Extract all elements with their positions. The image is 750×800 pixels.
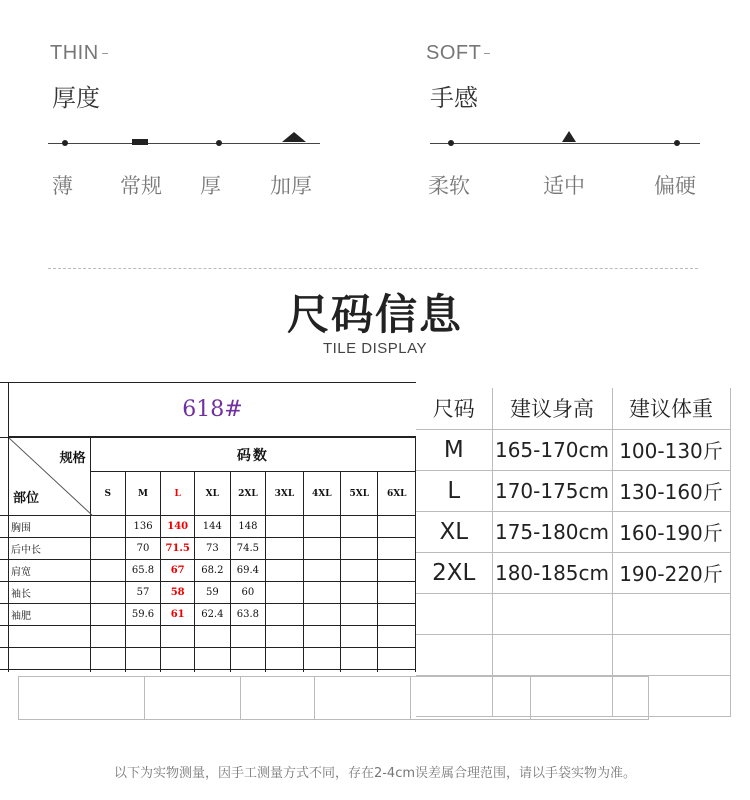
weight-cell bbox=[612, 593, 730, 634]
measurement-cell bbox=[161, 648, 195, 670]
thickness-level-3: 厚 bbox=[200, 174, 221, 198]
measurement-row bbox=[9, 538, 416, 560]
measurement-cell bbox=[90, 538, 125, 560]
measurement-cell bbox=[303, 648, 340, 670]
size-row bbox=[416, 470, 730, 511]
measurement-cell bbox=[90, 648, 125, 670]
measurement-cell bbox=[378, 516, 416, 538]
thickness-level-2: 常规 bbox=[120, 174, 162, 198]
weight-cell: 130-160斤 bbox=[612, 470, 730, 511]
measurement-cell bbox=[266, 560, 303, 582]
blank-cell bbox=[145, 677, 241, 720]
measurement-row bbox=[9, 626, 416, 648]
part-label bbox=[9, 626, 91, 648]
measurement-cell bbox=[266, 582, 303, 604]
size-row bbox=[416, 511, 730, 552]
size-header-cell: XL bbox=[195, 472, 231, 516]
thickness-level-1: 薄 bbox=[52, 174, 73, 198]
measurement-cell bbox=[230, 648, 266, 670]
measurement-row bbox=[9, 560, 416, 582]
softness-selected-marker bbox=[562, 131, 576, 142]
measurement-cell bbox=[378, 626, 416, 648]
corner-header bbox=[9, 438, 91, 516]
measurement-row bbox=[9, 604, 416, 626]
header-weight: 建议体重 bbox=[612, 388, 730, 429]
measurement-cell: 60 bbox=[230, 582, 266, 604]
measurement-cell: 69.4 bbox=[230, 560, 266, 582]
blank-table-row bbox=[18, 676, 649, 720]
measurement-cell: 71.5 bbox=[161, 538, 195, 560]
measurement-cell bbox=[266, 604, 303, 626]
measurement-cell bbox=[303, 670, 340, 673]
size-cell: L bbox=[416, 470, 492, 511]
measurement-cell bbox=[125, 626, 161, 648]
size-header-cell: 2XL bbox=[230, 472, 266, 516]
size-header-cell: 3XL bbox=[266, 472, 303, 516]
measurement-table bbox=[0, 382, 416, 672]
measurement-cell bbox=[161, 626, 195, 648]
size-cell: XL bbox=[416, 511, 492, 552]
measurement-cell bbox=[303, 604, 340, 626]
measurement-cell: 68.2 bbox=[195, 560, 231, 582]
measurement-cell: 136 bbox=[125, 516, 161, 538]
measurement-cell bbox=[341, 560, 378, 582]
softness-marker-3 bbox=[674, 140, 680, 146]
height-cell: 165-170cm bbox=[492, 429, 612, 470]
measurement-cell bbox=[341, 648, 378, 670]
corner-part-label: 部位 bbox=[13, 491, 40, 506]
softness-level-2: 适中 bbox=[543, 174, 585, 198]
softness-level-1: 柔软 bbox=[428, 174, 470, 198]
measurement-cell: 58 bbox=[161, 582, 195, 604]
height-cell: 170-175cm bbox=[492, 470, 612, 511]
thickness-selected-marker bbox=[282, 132, 306, 142]
measurement-row bbox=[9, 582, 416, 604]
size-header-cell: L bbox=[161, 472, 195, 516]
measurement-cell bbox=[90, 516, 125, 538]
measurement-cell: 144 bbox=[195, 516, 231, 538]
measurement-note: 以下为实物测量，因手工测量方式不同，存在2-4cm误差属合理范围，请以手袋实物为准。 bbox=[113, 766, 637, 781]
size-cell bbox=[416, 593, 492, 634]
measurement-cell bbox=[303, 538, 340, 560]
header-height: 建议身高 bbox=[492, 388, 612, 429]
blank-cell bbox=[531, 677, 649, 720]
softness-level-3: 偏硬 bbox=[654, 174, 696, 198]
softness-marker-1 bbox=[448, 140, 454, 146]
measurement-cell: 63.8 bbox=[230, 604, 266, 626]
thickness-marker-2 bbox=[132, 139, 148, 145]
measurement-cell bbox=[266, 538, 303, 560]
measurement-cell: 148 bbox=[230, 516, 266, 538]
part-label bbox=[9, 670, 91, 673]
row-edge-marks bbox=[0, 383, 8, 672]
measurement-cell: 74.5 bbox=[230, 538, 266, 560]
measurement-cell bbox=[378, 670, 416, 673]
measurement-row bbox=[9, 516, 416, 538]
size-header-cell: M bbox=[125, 472, 161, 516]
measurement-cell bbox=[90, 626, 125, 648]
blank-cell bbox=[241, 677, 315, 720]
size-cell bbox=[416, 634, 492, 675]
height-cell: 175-180cm bbox=[492, 511, 612, 552]
part-label: 袖长 bbox=[9, 582, 91, 604]
size-header-cell: 4XL bbox=[303, 472, 340, 516]
thickness-scale-line bbox=[48, 143, 320, 144]
measurement-cell: 73 bbox=[195, 538, 231, 560]
weight-cell: 160-190斤 bbox=[612, 511, 730, 552]
size-cell: 2XL bbox=[416, 552, 492, 593]
size-row bbox=[416, 634, 730, 675]
thickness-marker-3 bbox=[216, 140, 222, 146]
measurement-cell bbox=[341, 604, 378, 626]
height-cell: 180-185cm bbox=[492, 552, 612, 593]
model-number: 618# bbox=[8, 383, 416, 437]
softness-scale-line bbox=[430, 143, 700, 144]
part-label: 袖肥 bbox=[9, 604, 91, 626]
blank-cell bbox=[411, 677, 531, 720]
measurement-cell bbox=[303, 516, 340, 538]
measurement-cell bbox=[266, 626, 303, 648]
blank-cell bbox=[19, 677, 145, 720]
measurement-row bbox=[9, 670, 416, 673]
measurement-cell bbox=[90, 582, 125, 604]
weight-cell: 100-130斤 bbox=[612, 429, 730, 470]
size-table-header bbox=[416, 388, 730, 429]
blank-cell bbox=[315, 677, 411, 720]
thickness-level-4: 加厚 bbox=[270, 174, 312, 198]
measurement-cell: 140 bbox=[161, 516, 195, 538]
measurement-cell bbox=[195, 670, 231, 673]
part-label bbox=[9, 648, 91, 670]
measurement-cell bbox=[341, 582, 378, 604]
measurement-cell bbox=[195, 626, 231, 648]
measurement-cell bbox=[341, 538, 378, 560]
size-row bbox=[416, 593, 730, 634]
measurement-cell: 70 bbox=[125, 538, 161, 560]
thickness-marker-1 bbox=[62, 140, 68, 146]
measurement-cell bbox=[90, 670, 125, 673]
measurement-cell: 62.4 bbox=[195, 604, 231, 626]
measurement-cell: 59.6 bbox=[125, 604, 161, 626]
part-label: 胸围 bbox=[9, 516, 91, 538]
measurement-cell bbox=[90, 560, 125, 582]
section-title: 尺码信息 bbox=[286, 290, 463, 339]
measurement-cell bbox=[378, 538, 416, 560]
height-cell bbox=[492, 634, 612, 675]
measurement-cell bbox=[230, 626, 266, 648]
size-recommendation-table bbox=[416, 388, 731, 717]
weight-cell: 190-220斤 bbox=[612, 552, 730, 593]
measurement-cell bbox=[378, 582, 416, 604]
measurement-cell bbox=[230, 670, 266, 673]
measurement-cell bbox=[378, 648, 416, 670]
section-subtitle: TILE DISPLAY bbox=[322, 340, 428, 357]
weight-cell bbox=[612, 634, 730, 675]
size-code-header: 码数 bbox=[90, 438, 415, 472]
measurement-cell bbox=[195, 648, 231, 670]
measurement-cell bbox=[266, 648, 303, 670]
measurement-cell bbox=[341, 626, 378, 648]
size-header-cell: 5XL bbox=[341, 472, 378, 516]
measurement-cell: 57 bbox=[125, 582, 161, 604]
measurement-cell bbox=[266, 670, 303, 673]
measurement-cell bbox=[378, 560, 416, 582]
measurement-cell: 67 bbox=[161, 560, 195, 582]
part-label: 肩宽 bbox=[9, 560, 91, 582]
measurement-cell bbox=[125, 648, 161, 670]
size-row bbox=[416, 552, 730, 593]
measurement-cell: 65.8 bbox=[125, 560, 161, 582]
measurement-cell bbox=[378, 604, 416, 626]
thickness-en-label: THIN bbox=[50, 42, 108, 65]
size-row bbox=[416, 429, 730, 470]
size-header-cell: 6XL bbox=[378, 472, 416, 516]
height-cell bbox=[492, 593, 612, 634]
softness-cn-label: 手感 bbox=[430, 84, 478, 112]
size-header-cell: S bbox=[90, 472, 125, 516]
size-cell: M bbox=[416, 429, 492, 470]
corner-spec-label: 规格 bbox=[59, 451, 86, 466]
measurement-grid bbox=[8, 437, 416, 672]
measurement-cell bbox=[303, 560, 340, 582]
part-label: 后中长 bbox=[9, 538, 91, 560]
measurement-cell bbox=[266, 516, 303, 538]
measurement-cell bbox=[303, 626, 340, 648]
measurement-cell bbox=[341, 516, 378, 538]
dashed-divider bbox=[48, 268, 698, 269]
measurement-cell bbox=[90, 604, 125, 626]
measurement-cell bbox=[161, 670, 195, 673]
thickness-cn-label: 厚度 bbox=[52, 84, 100, 112]
header-size: 尺码 bbox=[416, 388, 492, 429]
measurement-row bbox=[9, 648, 416, 670]
softness-en-label: SOFT bbox=[426, 42, 490, 65]
measurement-cell bbox=[125, 670, 161, 673]
measurement-cell bbox=[303, 582, 340, 604]
measurement-cell: 61 bbox=[161, 604, 195, 626]
measurement-cell bbox=[341, 670, 378, 673]
measurement-cell: 59 bbox=[195, 582, 231, 604]
